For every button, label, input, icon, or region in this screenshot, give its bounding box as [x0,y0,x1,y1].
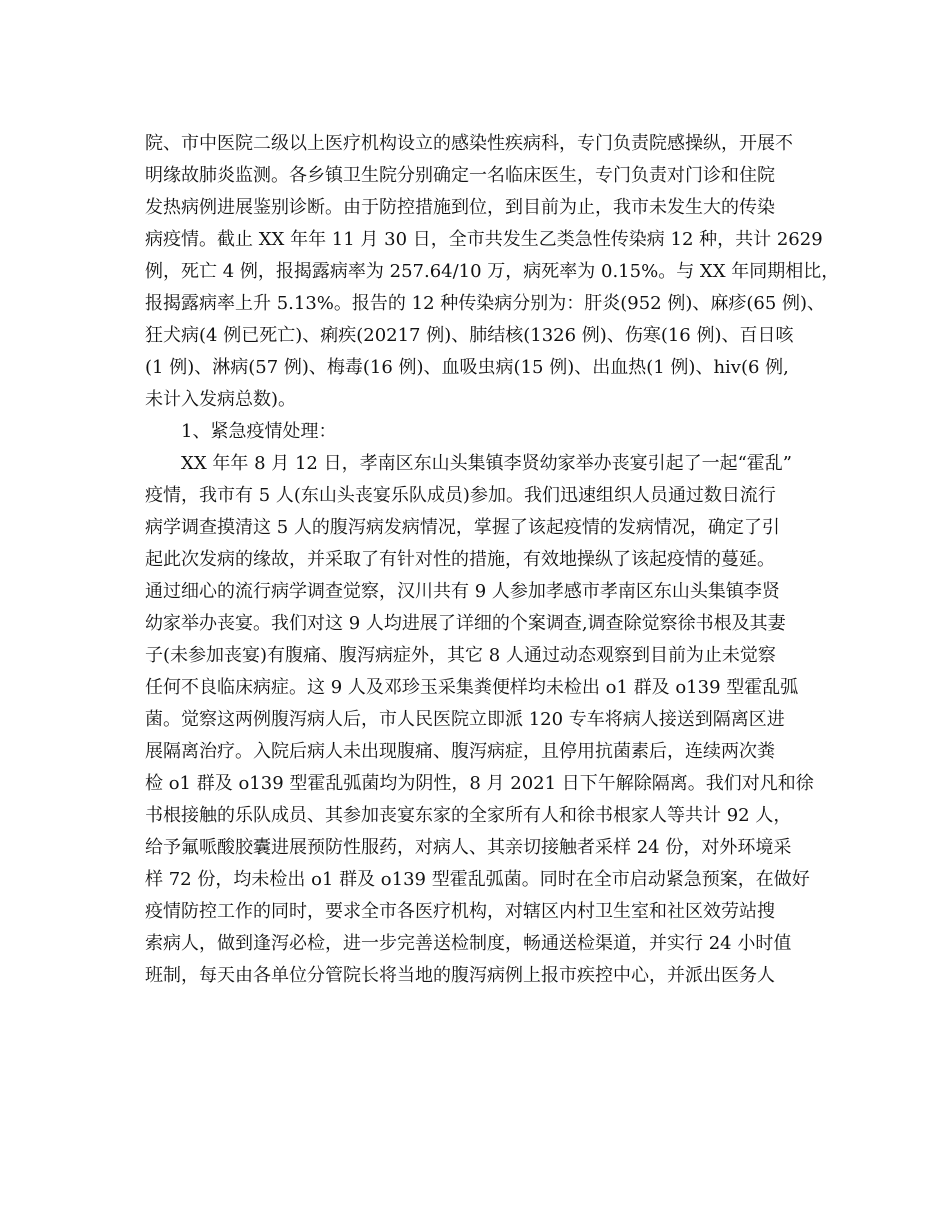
text-line: 样 72 份，均未检出 o1 群及 o139 型霍乱弧菌。同时在全市启动紧急预案，在做好 [145,869,810,890]
text-line: 班制，每天由各单位分管院长将当地的腹泻病例上报市疾控中心，并派出医务人 [145,965,775,986]
text-line: 任何不良临床病症。这 9 人及邓珍玉采集粪便样均未检出 o1 群及 o139 型霍乱弧 [145,677,799,698]
text-line: 书根接触的乐队成员、其参加丧宴东家的全家所有人和徐书根家人等共计 92 人， [145,805,792,826]
text-line: 展隔离治疗。入院后病人未出现腹痛、腹泻病症，且停用抗菌素后，连续两次粪 [145,741,775,762]
document-body [145,128,840,992]
text-line: 例，死亡 4 例，报揭露病率为 257.64/10 万，病死率为 0.15%。与 XX 年同期相比， [145,261,840,282]
text-line: 幼家举办丧宴。我们对这 9 人均进展了详细的个案调查,调查除觉察徐书根及其妻 [145,613,786,634]
text-line: 疫情，我市有 5 人(东山头丧宴乐队成员)参加。我们迅速组织人员通过数日流行 [145,485,776,506]
text-line: 病学调查摸清这 5 人的腹泻病发病情况，掌握了该起疫情的发病情况，确定了引 [145,517,780,538]
text-line: 狂犬病(4 例已死亡)、痢疾(20217 例)、肺结核(1326 例)、伤寒(16 例)、百日咳 [145,325,794,346]
text-line: 报揭露病率上升 5.13%。报告的 12 种传染病分别为：肝炎(952 例)、麻疹(65 例)、 [145,293,826,314]
text-line: 发热病例进展鉴别诊断。由于防控措施到位，到目前为止，我市未发生大的传染 [145,197,775,218]
text-line: 未计入发病总数)。 [145,389,297,410]
text-line: 索病人，做到逢泻必检，进一步完善送检制度，畅通送检渠道，并实行 24 小时值 [145,933,792,954]
section-heading: 1、紧急疫情处理： [181,421,337,442]
text-line: 给予氟哌酸胶囊进展预防性服药，对病人、其亲切接触者采样 24 份，对外环境采 [145,837,792,858]
text-line: 起此次发病的缘故，并采取了有针对性的措施，有效地操纵了该起疫情的蔓延。 [145,549,775,570]
text-line: 明缘故肺炎监测。各乡镇卫生院分别确定一名临床医生，专门负责对门诊和住院 [145,165,775,186]
text-line: 通过细心的流行病学调查觉察，汉川共有 9 人参加孝感市孝南区东山头集镇李贤 [145,581,780,602]
text-line: (1 例)、淋病(57 例)、梅毒(16 例)、血吸虫病(15 例)、出血热(1 例)、hiv(6 例, [145,357,789,378]
paragraph-first-line: XX 年年 8 月 12 日，孝南区东山头集镇李贤幼家举办丧宴引起了一起“霍乱” [181,453,792,474]
text-line: 菌。觉察这两例腹泻病人后，市人民医院立即派 120 专车将病人接送到隔离区进 [145,709,785,730]
text-line: 检 o1 群及 o139 型霍乱弧菌均为阴性，8 月 2021 日下午解除隔离。我们对凡和徐 [145,773,814,794]
text-line: 疫情防控工作的同时，要求全市各医疗机构，对辖区内村卫生室和社区效劳站搜 [145,901,775,922]
text-line: 病疫情。截止 XX 年年 11 月 30 日，全市共发生乙类急性传染病 12 种，共计 2629 [145,229,823,250]
text-line: 子(未参加丧宴)有腹痛、腹泻病症外，其它 8 人通过动态观察到目前为止未觉察 [145,645,776,666]
text-line: 院、市中医院二级以上医疗机构设立的感染性疾病科，专门负责院感操纵，开展不 [145,133,793,154]
